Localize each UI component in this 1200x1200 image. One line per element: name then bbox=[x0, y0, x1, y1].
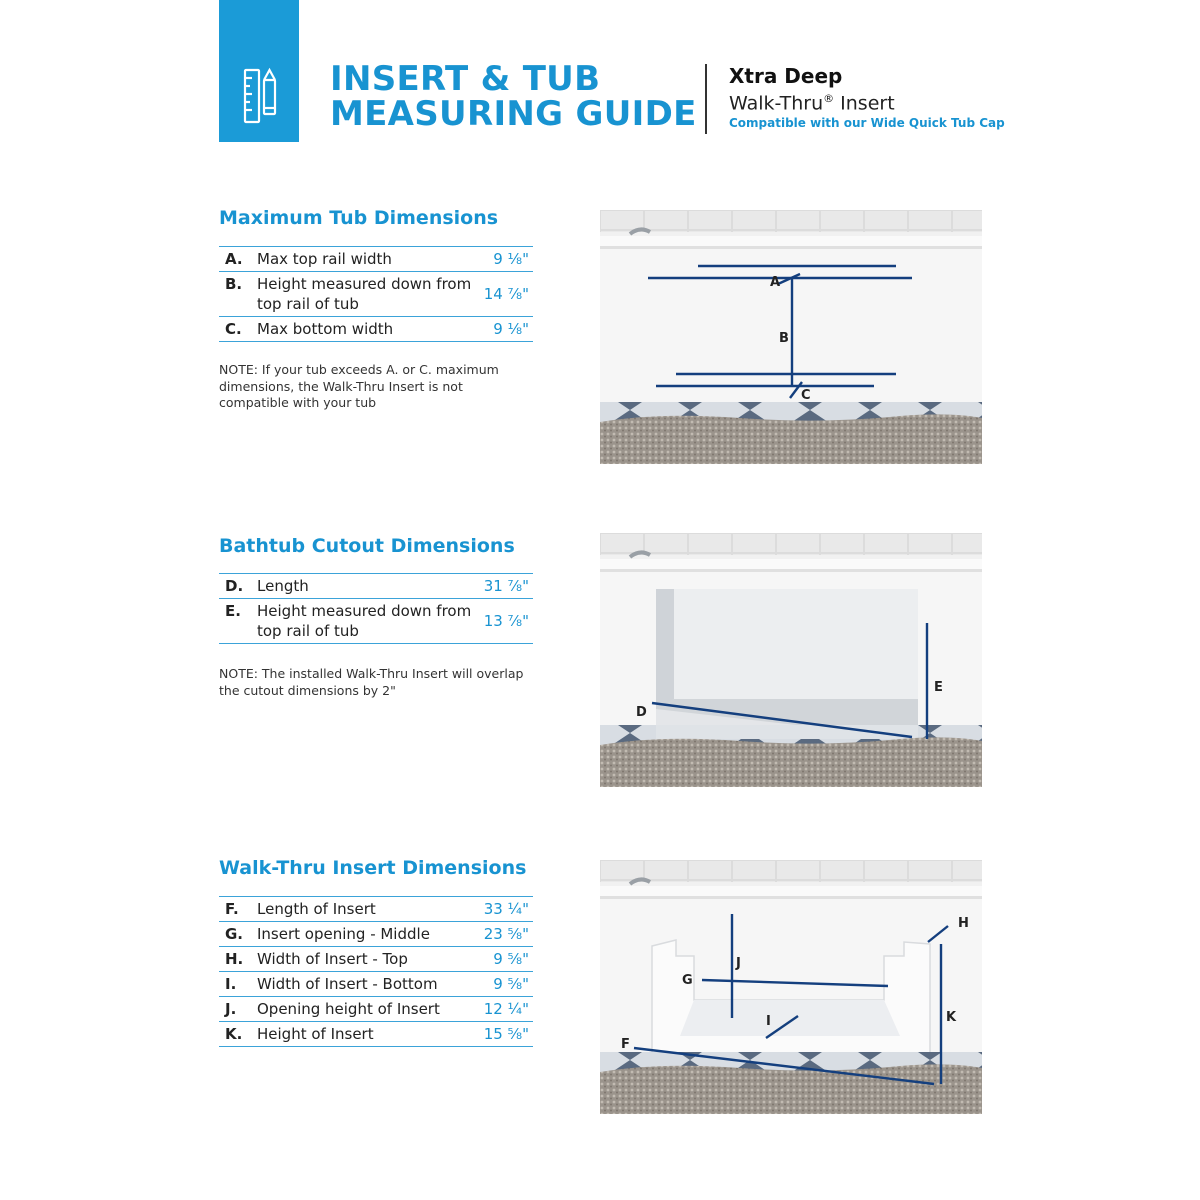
row-letter: C. bbox=[225, 320, 242, 338]
bath-rug bbox=[600, 737, 982, 787]
label-f: F bbox=[621, 1037, 630, 1052]
row-value: 12 ¼" bbox=[483, 1000, 529, 1018]
table-row bbox=[219, 1022, 533, 1047]
note-text: The installed Walk-Thru Insert will overlap the cutout dimensions by 2" bbox=[219, 666, 524, 698]
compatibility-note: Compatible with our Wide Quick Tub Cap bbox=[729, 116, 1005, 131]
label-h: H bbox=[958, 916, 969, 931]
row-value: 15 ⅝" bbox=[483, 1025, 529, 1043]
page-title bbox=[330, 59, 697, 134]
label-c: C bbox=[801, 388, 811, 403]
row-label: Insert opening - Middle bbox=[257, 925, 430, 943]
tub-diagram-max-dimensions bbox=[600, 210, 982, 464]
row-label: Width of Insert - Top bbox=[257, 950, 408, 968]
row-value: 13 ⅞" bbox=[483, 612, 529, 630]
registered-mark: ® bbox=[823, 92, 835, 105]
label-k: K bbox=[946, 1010, 957, 1025]
title-line-1: INSERT & TUB bbox=[330, 59, 601, 99]
table-row bbox=[219, 272, 533, 317]
table-row bbox=[219, 897, 533, 922]
row-label: Height of Insert bbox=[257, 1025, 374, 1043]
ruler-pencil-icon bbox=[219, 0, 299, 142]
label-b: B bbox=[779, 331, 789, 346]
row-value: 9 ⅝" bbox=[493, 975, 529, 993]
section-title-insert: Walk-Thru Insert Dimensions bbox=[219, 857, 527, 879]
title-line-2: MEASURING GUIDE bbox=[330, 94, 697, 134]
row-label: Length bbox=[257, 577, 309, 595]
tub-diagram-insert bbox=[600, 860, 982, 1114]
row-letter: G. bbox=[225, 925, 244, 943]
row-value: 9 ⅛" bbox=[493, 320, 529, 338]
bath-rug bbox=[600, 1064, 982, 1114]
row-value: 33 ¼" bbox=[483, 900, 529, 918]
table-row bbox=[219, 317, 533, 342]
product-name: Xtra Deep bbox=[729, 64, 843, 88]
section-title-cutout: Bathtub Cutout Dimensions bbox=[219, 535, 515, 557]
table-row bbox=[219, 247, 533, 272]
row-value: 23 ⅝" bbox=[483, 925, 529, 943]
table-row bbox=[219, 599, 533, 644]
row-letter: H. bbox=[225, 950, 244, 968]
row-value: 14 ⅞" bbox=[483, 285, 529, 303]
label-d: D bbox=[636, 705, 647, 720]
label-j: J bbox=[736, 956, 741, 971]
table-row bbox=[219, 574, 533, 599]
row-label: Width of Insert - Bottom bbox=[257, 975, 438, 993]
table-row bbox=[219, 922, 533, 947]
label-i: I bbox=[766, 1014, 771, 1029]
table-row bbox=[219, 972, 533, 997]
row-letter: J. bbox=[225, 1000, 237, 1018]
table-row bbox=[219, 997, 533, 1022]
row-letter: F. bbox=[225, 900, 239, 918]
header-divider bbox=[705, 64, 707, 134]
row-value: 9 ⅝" bbox=[493, 950, 529, 968]
label-e: E bbox=[934, 680, 943, 695]
row-letter: B. bbox=[225, 275, 243, 293]
max-tub-note bbox=[219, 362, 524, 412]
row-value: 31 ⅞" bbox=[483, 577, 529, 595]
label-g: G bbox=[682, 973, 693, 988]
insert-table bbox=[219, 896, 533, 1047]
max-tub-table bbox=[219, 246, 533, 342]
row-value: 9 ⅛" bbox=[493, 250, 529, 268]
row-label: Height measured down from top rail of tub bbox=[257, 602, 472, 640]
note-prefix: NOTE: bbox=[219, 362, 258, 377]
product-sub-tail: Insert bbox=[840, 92, 895, 115]
row-label: Length of Insert bbox=[257, 900, 376, 918]
row-letter: I. bbox=[225, 975, 237, 993]
row-letter: E. bbox=[225, 602, 241, 620]
row-label: Opening height of Insert bbox=[257, 1000, 440, 1018]
table-row bbox=[219, 947, 533, 972]
row-letter: K. bbox=[225, 1025, 243, 1043]
product-sub-name: Walk-Thru bbox=[729, 92, 824, 115]
label-a: A bbox=[770, 275, 781, 290]
row-label: Max bottom width bbox=[257, 320, 394, 338]
row-letter: A. bbox=[225, 250, 243, 268]
tub-diagram-cutout bbox=[600, 533, 982, 787]
cutout-table bbox=[219, 573, 533, 644]
row-label: Height measured down from top rail of tub bbox=[257, 275, 472, 313]
product-block bbox=[729, 64, 1005, 132]
row-letter: D. bbox=[225, 577, 244, 595]
logo-badge bbox=[219, 0, 299, 142]
bath-rug bbox=[600, 414, 982, 464]
row-label: Max top rail width bbox=[257, 250, 392, 268]
cutout-table-wrap bbox=[219, 573, 533, 644]
max-tub-table-wrap bbox=[219, 246, 533, 342]
cutout-note bbox=[219, 666, 524, 699]
section-title-max-tub: Maximum Tub Dimensions bbox=[219, 207, 499, 229]
insert-table-wrap bbox=[219, 896, 533, 1047]
product-subtitle bbox=[729, 88, 1005, 114]
note-prefix: NOTE: bbox=[219, 666, 258, 681]
note-text: If your tub exceeds A. or C. maximum dimensions, the Walk-Thru Insert is not compatible with your tub bbox=[219, 362, 499, 410]
